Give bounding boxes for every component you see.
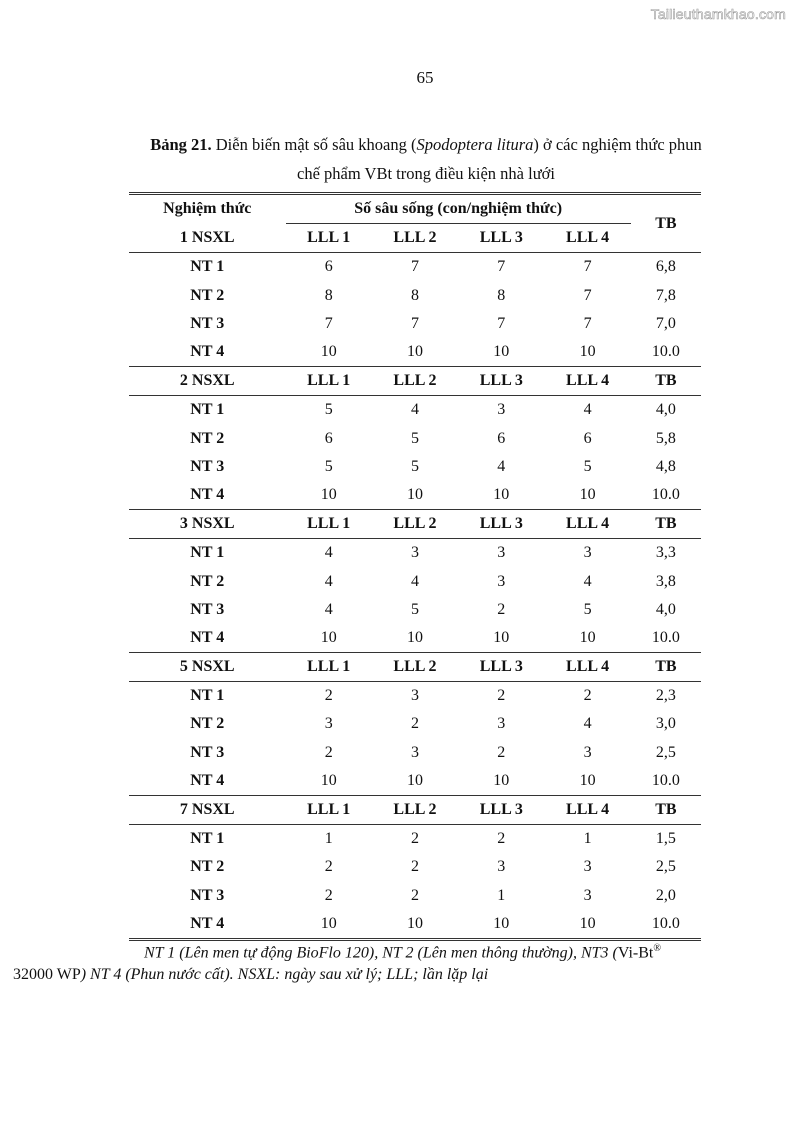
note-part-2: ) NT 4 (Phun nước cất). NSXL: ngày sau xử lý; LLL; lần lặp lại <box>80 966 489 984</box>
avg-cell: 1,5 <box>631 825 701 854</box>
count-cell: 4 <box>372 396 458 425</box>
replicate-header: LLL 1 <box>286 510 372 539</box>
count-cell: 3 <box>458 396 544 425</box>
avg-cell: 6,8 <box>631 253 701 282</box>
count-cell: 10 <box>544 910 630 940</box>
replicate-header: LLL 1 <box>307 229 351 247</box>
group-avg-header: TB <box>631 795 701 824</box>
avg-cell: 7,0 <box>655 314 676 332</box>
replicate-header: LLL 3 <box>458 653 544 682</box>
treatment-label: NT 1 <box>129 396 286 425</box>
treatment-label: NT 4 <box>190 485 225 503</box>
treatment-label: NT 3 <box>190 886 225 904</box>
table-row <box>129 624 701 653</box>
replicate-header: LLL 4 <box>544 795 630 824</box>
table-row <box>129 910 701 940</box>
count-cell: 4 <box>410 572 419 590</box>
count-cell: 10 <box>493 485 510 503</box>
count-cell: 10 <box>406 628 423 646</box>
count-cell: 3 <box>458 539 544 568</box>
count-cell: 10 <box>493 343 510 361</box>
count-cell: 10 <box>320 628 337 646</box>
count-cell: 4 <box>583 572 592 590</box>
table-row <box>129 739 701 767</box>
avg-cell: 10.0 <box>651 771 680 789</box>
count-cell: 10 <box>579 628 596 646</box>
count-cell: 3 <box>544 539 630 568</box>
avg-cell: 7,8 <box>655 286 676 304</box>
caption-species: Spodoptera litura <box>416 135 534 154</box>
page-number: 65 <box>416 68 434 87</box>
group-avg-header: TB <box>631 510 701 539</box>
count-cell: 2 <box>324 886 333 904</box>
count-cell: 7 <box>410 314 419 332</box>
treatment-label: NT 2 <box>190 286 225 304</box>
data-table <box>129 192 701 941</box>
avg-cell: 2,0 <box>655 886 676 904</box>
treatment-label: NT 1 <box>129 682 286 711</box>
table-row <box>129 453 701 481</box>
caption-text-after: ) ở các nghiệm thức phun <box>533 135 702 154</box>
count-cell: 8 <box>410 286 419 304</box>
replicate-header: LLL 4 <box>544 510 630 539</box>
avg-cell: 4,8 <box>655 457 676 475</box>
count-cell: 7 <box>458 253 544 282</box>
treatment-label: NT 2 <box>190 858 225 876</box>
replicate-header: LLL 4 <box>566 229 610 247</box>
count-cell: 10 <box>493 771 510 789</box>
group-header-row <box>129 367 701 396</box>
count-cell: 6 <box>324 429 333 447</box>
note-product: Vi-Bt <box>617 944 654 962</box>
treatment-label: NT 3 <box>190 314 225 332</box>
count-cell: 1 <box>544 825 630 854</box>
count-cell: 2 <box>372 825 458 854</box>
table-row <box>129 767 701 796</box>
count-cell: 5 <box>410 600 419 618</box>
group-header-row <box>129 510 701 539</box>
replicate-header: LLL 3 <box>458 795 544 824</box>
count-cell: 2 <box>410 858 419 876</box>
count-cell: 2 <box>286 682 372 711</box>
count-cell: 3 <box>410 743 419 761</box>
note-part-1: NT 1 (Lên men tự động BioFlo 120), NT 2 (Lên men thông thường), NT3 ( <box>144 944 618 962</box>
replicate-header: LLL 3 <box>458 367 544 396</box>
avg-cell: 10.0 <box>651 485 680 503</box>
avg-cell: 3,0 <box>655 715 676 733</box>
replicate-header: LLL 2 <box>372 510 458 539</box>
count-cell: 6 <box>286 253 372 282</box>
count-cell: 10 <box>286 910 372 940</box>
group-day-label: 2 NSXL <box>129 367 286 396</box>
table-row <box>129 282 701 310</box>
treatment-label: NT 4 <box>190 771 225 789</box>
avg-cell: 10.0 <box>651 343 680 361</box>
count-cell: 3 <box>372 539 458 568</box>
avg-cell: 10.0 <box>631 910 701 940</box>
count-cell: 7 <box>372 253 458 282</box>
table-row <box>129 853 701 881</box>
avg-cell: 5,8 <box>655 429 676 447</box>
count-cell: 10 <box>406 771 423 789</box>
table-row <box>129 596 701 624</box>
count-cell: 7 <box>544 253 630 282</box>
group-day-label: 3 NSXL <box>129 510 286 539</box>
avg-cell: 3,3 <box>631 539 701 568</box>
table-row <box>129 567 701 595</box>
count-cell: 5 <box>410 429 419 447</box>
count-cell: 1 <box>497 886 506 904</box>
table-row <box>129 481 701 510</box>
header-row <box>129 194 701 224</box>
count-cell: 7 <box>324 314 333 332</box>
count-cell: 2 <box>458 825 544 854</box>
replicate-header: LLL 3 <box>479 229 523 247</box>
group-day-label: 1 NSXL <box>179 229 235 247</box>
avg-cell: 2,5 <box>655 858 676 876</box>
treatment-label: NT 3 <box>190 457 225 475</box>
count-cell: 10 <box>579 485 596 503</box>
count-cell: 7 <box>583 314 592 332</box>
count-cell: 2 <box>497 600 506 618</box>
count-cell: 2 <box>497 743 506 761</box>
replicate-header: LLL 2 <box>372 653 458 682</box>
replicate-header: LLL 4 <box>544 653 630 682</box>
count-cell: 5 <box>410 457 419 475</box>
replicate-header: LLL 1 <box>286 367 372 396</box>
treatment-label: NT 4 <box>190 343 225 361</box>
count-cell: 10 <box>406 343 423 361</box>
count-cell: 2 <box>458 682 544 711</box>
count-cell: 4 <box>324 572 333 590</box>
avg-cell: 10.0 <box>651 628 680 646</box>
note-product-tail: 32000 WP <box>13 966 81 984</box>
count-cell: 2 <box>410 715 419 733</box>
caption-line-2: chế phẩm VBt trong điều kiện nhà lưới <box>297 164 555 183</box>
table-row <box>129 882 701 910</box>
count-cell: 4 <box>544 396 630 425</box>
avg-cell: 3,8 <box>655 572 676 590</box>
treatment-label: NT 2 <box>190 429 225 447</box>
table-row <box>129 425 701 453</box>
count-cell: 5 <box>583 457 592 475</box>
avg-cell: 2,3 <box>631 682 701 711</box>
treatment-label: NT 4 <box>190 628 225 646</box>
watermark: Tailieuthamkhao.com <box>650 6 786 22</box>
count-cell: 1 <box>286 825 372 854</box>
table-row <box>129 682 701 711</box>
replicate-header: LLL 1 <box>286 795 372 824</box>
table-row <box>129 310 701 338</box>
treatment-label: NT 3 <box>190 600 225 618</box>
count-cell: 2 <box>410 886 419 904</box>
count-cell: 3 <box>583 858 592 876</box>
count-cell: 7 <box>583 286 592 304</box>
count-cell: 6 <box>497 429 506 447</box>
count-cell: 8 <box>497 286 506 304</box>
avg-cell: 4,0 <box>655 600 676 618</box>
header-count: Số sâu sống (con/nghiệm thức) <box>286 194 631 224</box>
count-cell: 10 <box>493 628 510 646</box>
count-cell: 10 <box>320 343 337 361</box>
count-cell: 5 <box>324 457 333 475</box>
replicate-header: LLL 1 <box>286 653 372 682</box>
count-cell: 2 <box>544 682 630 711</box>
table-row <box>129 253 701 282</box>
table-row <box>129 825 701 854</box>
group-header-row <box>129 653 701 682</box>
count-cell: 3 <box>497 715 506 733</box>
replicate-header: LLL 4 <box>544 367 630 396</box>
replicate-header: LLL 3 <box>458 510 544 539</box>
count-cell: 10 <box>579 771 596 789</box>
group-day-label: 5 NSXL <box>129 653 286 682</box>
count-cell: 4 <box>286 539 372 568</box>
treatment-label: NT 1 <box>129 253 286 282</box>
treatment-label: NT 1 <box>129 539 286 568</box>
count-cell: 10 <box>320 771 337 789</box>
count-cell: 5 <box>583 600 592 618</box>
table-row <box>129 539 701 568</box>
caption-label: Bảng 21. <box>150 135 212 154</box>
header-treatment: Nghiệm thức <box>129 194 286 224</box>
table-row <box>129 710 701 738</box>
group-avg-header: TB <box>631 367 701 396</box>
group-header-row <box>129 795 701 824</box>
treatment-label: NT 2 <box>190 572 225 590</box>
table-note <box>13 938 732 986</box>
count-cell: 4 <box>497 457 506 475</box>
note-registered: ® <box>653 943 661 954</box>
count-cell: 4 <box>583 715 592 733</box>
replicate-header: LLL 2 <box>393 229 437 247</box>
count-cell: 5 <box>286 396 372 425</box>
avg-cell: 2,5 <box>655 743 676 761</box>
count-cell: 10 <box>458 910 544 940</box>
count-cell: 10 <box>579 343 596 361</box>
count-cell: 3 <box>324 715 333 733</box>
count-cell: 10 <box>406 485 423 503</box>
treatment-label: NT 4 <box>129 910 286 940</box>
replicate-header: LLL 2 <box>372 795 458 824</box>
count-cell: 7 <box>497 314 506 332</box>
replicate-header: LLL 2 <box>372 367 458 396</box>
count-cell: 8 <box>324 286 333 304</box>
group-day-label: 7 NSXL <box>129 795 286 824</box>
count-cell: 10 <box>320 485 337 503</box>
treatment-label: NT 2 <box>190 715 225 733</box>
table-caption <box>120 130 732 188</box>
count-cell: 3 <box>583 886 592 904</box>
count-cell: 3 <box>497 572 506 590</box>
count-cell: 3 <box>497 858 506 876</box>
treatment-label: NT 1 <box>129 825 286 854</box>
group-avg-header: TB <box>631 653 701 682</box>
avg-cell: 4,0 <box>631 396 701 425</box>
treatment-label: NT 3 <box>190 743 225 761</box>
count-cell: 2 <box>324 858 333 876</box>
caption-text-before: Diễn biến mật số sâu khoang ( <box>211 135 417 154</box>
count-cell: 2 <box>324 743 333 761</box>
group-header-row <box>129 224 701 253</box>
count-cell: 3 <box>583 743 592 761</box>
count-cell: 10 <box>372 910 458 940</box>
header-avg: TB <box>631 194 701 253</box>
count-cell: 4 <box>324 600 333 618</box>
table-row <box>129 396 701 425</box>
count-cell: 3 <box>372 682 458 711</box>
table-row <box>129 338 701 367</box>
count-cell: 6 <box>583 429 592 447</box>
